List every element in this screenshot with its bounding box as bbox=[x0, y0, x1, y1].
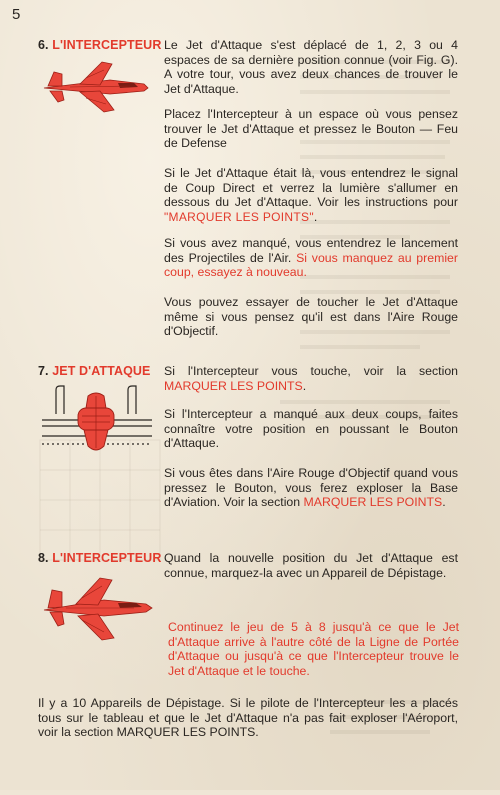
footer-paragraph bbox=[38, 696, 458, 740]
marquer-les-points-reference: MARQUER LES POINTS bbox=[303, 495, 443, 509]
section-6-paragraph-5 bbox=[164, 295, 458, 339]
paragraph-text: Si vous avez manqué, vous entendrez le lancement des Projectiles de l'Air. bbox=[164, 236, 458, 265]
section-6-paragraph-2 bbox=[164, 107, 458, 151]
section-6-paragraph-4 bbox=[164, 236, 458, 280]
paragraph-text-end: . bbox=[313, 209, 318, 224]
section-7-paragraph-2 bbox=[164, 407, 458, 451]
section-6-heading bbox=[38, 38, 161, 52]
paragraph-text: Le Jet d'Attaque s'est déplacé de 1, 2, 3 ou 4 espaces de sa dernière position connue (voir Fig. G). A votre tour, vous avez deux chances de trouver le Jet d'Attaque. bbox=[164, 38, 458, 96]
section-title: L'INTERCEPTEUR bbox=[52, 38, 162, 52]
section-number: 7. bbox=[38, 364, 49, 378]
section-8-heading bbox=[38, 551, 161, 565]
paragraph-text-end: . bbox=[442, 495, 446, 509]
footer-text: Il y a 10 Appareils de Dépistage. Si le pilote de l'Intercepteur les a placés tous sur le tableau et que le Jet d'Attaque n'a pas fait exploser l'Aéroport, voir la section MARQUER LES POINTS. bbox=[38, 696, 458, 739]
section-7-paragraph-3 bbox=[164, 466, 458, 510]
interceptor-jet-illustration bbox=[40, 58, 152, 119]
paragraph-text: Si l'Intercepteur vous touche, voir la section bbox=[164, 364, 458, 378]
section-6-paragraph-1 bbox=[164, 38, 458, 96]
page-number: 5 bbox=[12, 6, 21, 23]
jet-fighter-icon bbox=[40, 58, 152, 114]
paragraph-text: Placez l'Intercepteur à un espace où vous pensez trouver le Jet d'Attaque et pressez le Bouton — Feu de Defense bbox=[164, 107, 458, 150]
interceptor-jet-illustration-2 bbox=[42, 570, 154, 647]
paragraph-text: Si vous êtes dans l'Aire Rouge d'Objectif quand vous pressez le Bouton, vous ferez exploser la Base d'Aviation. Voir la section bbox=[164, 466, 458, 509]
paragraph-text-end: . bbox=[302, 378, 307, 393]
section-8-paragraph-2 bbox=[168, 620, 459, 678]
section-title: L'INTERCEPTEUR bbox=[52, 551, 162, 565]
section-8-paragraph-1 bbox=[164, 551, 458, 580]
section-6-paragraph-3 bbox=[164, 166, 458, 224]
marquer-les-points-reference: "MARQUER LES POINTS" bbox=[164, 209, 314, 224]
attack-jet-track-illustration bbox=[40, 384, 152, 469]
section-7-paragraph-1 bbox=[164, 364, 458, 393]
jet-fighter-icon bbox=[42, 570, 154, 642]
section-number: 6. bbox=[38, 38, 49, 52]
section-title: JET D'ATTAQUE bbox=[52, 364, 151, 378]
paragraph-text: Vous pouvez essayer de toucher le Jet d'Attaque même si vous pensez qu'il est dans l'Aire Rouge d'Objectif. bbox=[164, 295, 458, 338]
marquer-les-points-reference: MARQUER LES POINTS bbox=[164, 378, 303, 393]
attack-jet-on-track-icon bbox=[40, 384, 152, 464]
section-number: 8. bbox=[38, 551, 49, 565]
paragraph-text: Si l'Intercepteur a manqué aux deux coups, faites connaître votre position en poussant le Bouton d'Attaque. bbox=[164, 407, 458, 450]
continue-instruction: Continuez le jeu de 5 à 8 jusqu'à ce que le Jet d'Attaque arrive à l'autre côté de la Ligne de Portée d'Attaque ou jusqu'à ce que l'Intercepteur trouve le Jet d'Attaque et le touche. bbox=[168, 620, 459, 678]
retry-instruction: Si vous manquez au premier coup, essayez à nouveau. bbox=[164, 250, 458, 279]
paragraph-text: Quand la nouvelle position du Jet d'Attaque est connue, marquez-la avec un Appareil de Dépistage. bbox=[164, 551, 458, 580]
section-7-heading bbox=[38, 364, 150, 378]
paragraph-text: Si le Jet d'Attaque était là, vous entendrez le signal de Coup Direct et verrez la lumière s'allumer en dessous du Jet d'Attaque. Voir les instructions pour bbox=[164, 166, 458, 209]
